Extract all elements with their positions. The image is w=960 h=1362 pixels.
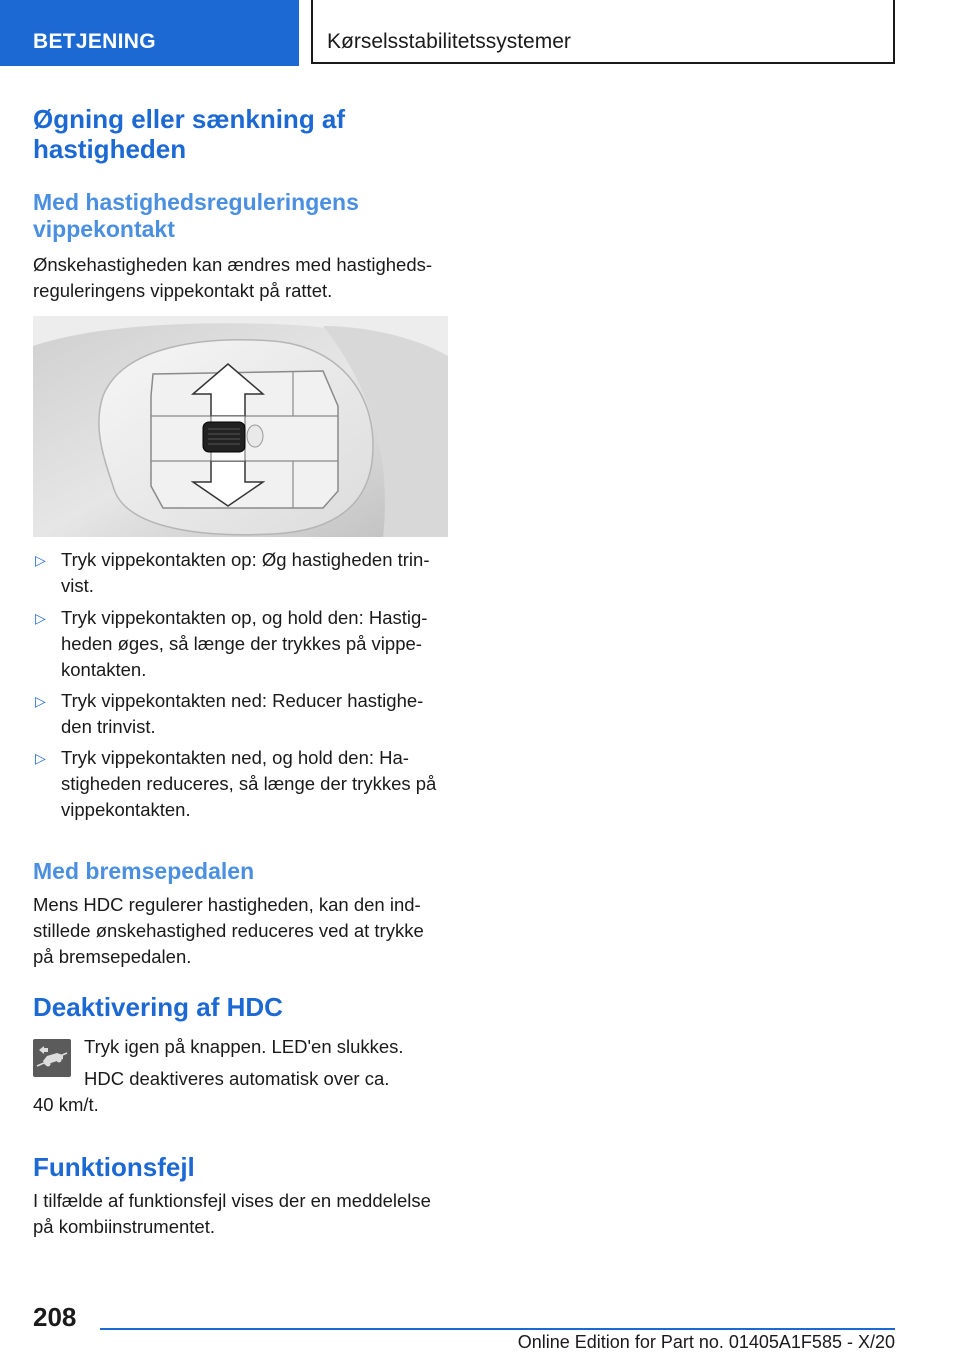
header-chapter-label: Kørselsstabilitetssystemer — [327, 30, 571, 53]
section-deactivate-hdc — [33, 992, 449, 1022]
hill-descent-control-icon — [33, 1039, 71, 1077]
triangle-right-icon: ▷ — [35, 552, 46, 568]
malfunction-description: I tilfælde af funktionsfejl vises der en meddelelse på kombiinstrumentet. — [33, 1190, 431, 1237]
page-number: 208 — [33, 1302, 77, 1332]
hdc-deactivate-text: Tryk igen på knappen. LED'en slukkes. HDC deaktiveres automatisk over ca. — [84, 1036, 404, 1089]
section-title: Øgning eller sænkning af hastigheden — [33, 104, 346, 164]
triangle-right-icon: ▷ — [35, 610, 46, 626]
bullet-item: ▷ Tryk vippekontakten ned: Reducer hastighe- den trinvist. — [35, 690, 424, 737]
brake-pedal-description: Mens HDC regulerer hastigheden, kan den ind- stillede ønskehastighed reduceres ved at trykke på bremsepedalen. — [33, 894, 424, 967]
bullet-item: ▷ Tryk vippekontakten op: Øg hastigheden trin- vist. — [35, 549, 430, 596]
triangle-right-icon: ▷ — [35, 693, 46, 709]
subsection-title: Med hastighedsreguleringens vippekontakt — [33, 189, 359, 242]
subsection-rocker-switch — [33, 189, 449, 243]
section-title: Funktionsfejl — [33, 1152, 195, 1182]
subsection-title: Med bremsepedalen — [33, 858, 255, 884]
triangle-right-icon: ▷ — [35, 750, 46, 766]
steering-wheel-rocker-switch-illustration — [33, 316, 448, 537]
subsection-brake-pedal — [33, 858, 449, 885]
header-chapter-box — [311, 0, 895, 64]
footer-edition: Online Edition for Part no. 01405A1F585 - X/20 — [517, 1332, 895, 1352]
header-section-tab — [0, 0, 299, 66]
hdc-speed-threshold: 40 km/t. — [33, 1094, 99, 1115]
bullet-item: ▷ Tryk vippekontakten ned, og hold den: Ha- stigheden reduceres, så længe der trykkes på vippekontakten. — [35, 747, 437, 820]
section-title: Deaktivering af HDC — [33, 992, 283, 1022]
rocker-switch-description: Ønskehastigheden kan ændres med hastigheds- reguleringens vippekontakt på rattet. — [33, 254, 433, 301]
bullet-item: ▷ Tryk vippekontakten op, og hold den: Hastig- heden øges, så længe der trykkes på vippe- kontakten. — [35, 607, 428, 680]
footer-divider — [100, 1328, 895, 1330]
section-malfunction — [33, 1152, 449, 1182]
section-speed-change — [33, 104, 449, 164]
header-section-label: BETJENING — [33, 30, 156, 53]
